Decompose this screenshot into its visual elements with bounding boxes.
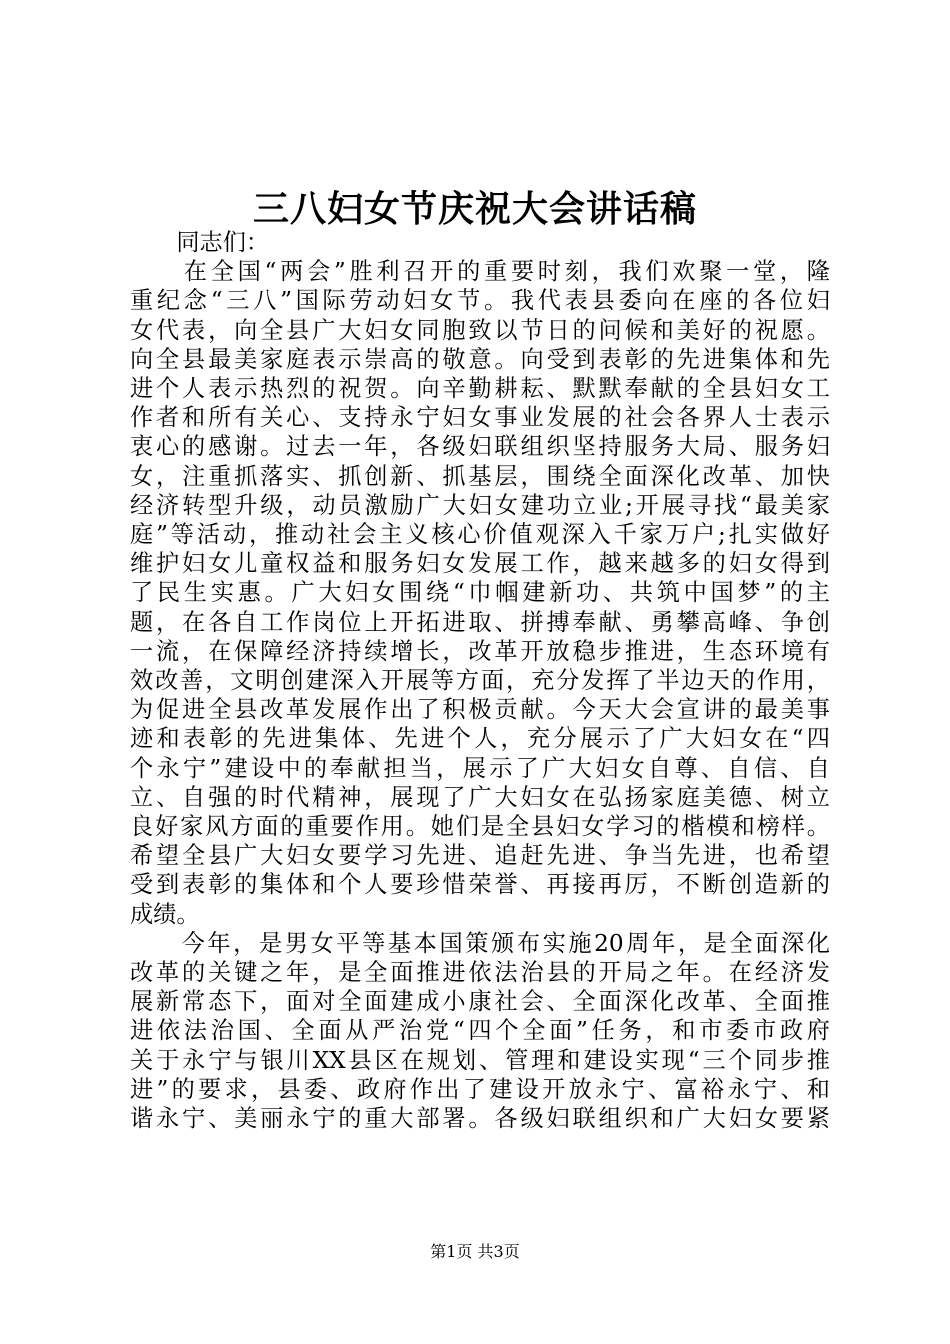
body-line: 迹和表彰的先进集体、先进个人，充分展示了广大妇女在“四: [130, 725, 830, 753]
document-body: [130, 228, 830, 1133]
body-line: 立、自强的时代精神，展现了广大妇女在弘扬家庭美德、树立: [130, 783, 830, 811]
body-line: 女代表，向全县广大妇女同胞致以节日的问候和美好的祝愿。: [130, 316, 830, 344]
body-line: 为促进全县改革发展作出了积极贡献。今天大会宣讲的最美事: [130, 696, 830, 724]
body-line: 向全县最美家庭表示崇高的敬意。向受到表彰的先进集体和先: [130, 345, 830, 373]
body-line: 希望全县广大妇女要学习先进、追赶先进、争当先进，也希望: [130, 842, 830, 870]
body-line: 一流，在保障经济持续增长，改革开放稳步推进，生态环境有: [130, 637, 830, 665]
body-line: 受到表彰的集体和个人要珍惜荣誉、再接再厉，不断创造新的: [130, 871, 830, 899]
body-line: 同志们：: [130, 229, 270, 256]
body-line: 庭”等活动，推动社会主义核心价值观深入千家万户;扎实做好: [130, 521, 830, 549]
body-line: 关于永宁与银川XX县区在规划、管理和建设实现“三个同步推: [130, 1046, 830, 1074]
document-title: 三八妇女节庆祝大会讲话稿: [252, 188, 697, 230]
body-line: 题，在各自工作岗位上开拓进取、拼搏奉献、勇攀高峰、争创: [130, 608, 830, 636]
body-line: 了民生实惠。广大妇女围绕“巾帼建新功、共筑中国梦”的主: [130, 579, 830, 607]
body-line: 重纪念“三八”国际劳动妇女节。我代表县委向在座的各位妇: [130, 287, 830, 315]
body-line: 衷心的感谢。过去一年，各级妇联组织坚持服务大局、服务妇: [130, 433, 830, 461]
body-line: 今年，是男女平等基本国策颁布实施20周年，是全面深化: [130, 929, 830, 957]
body-line: 展新常态下，面对全面建成小康社会、全面深化改革、全面推: [130, 988, 830, 1016]
body-line: 良好家风方面的重要作用。她们是全县妇女学习的楷模和榜样。: [130, 813, 830, 841]
page-footer: 第1页 共3页: [430, 1242, 520, 1261]
body-line: 女，注重抓落实、抓创新、抓基层，围绕全面深化改革、加快: [130, 462, 830, 490]
body-line: 在全国“两会”胜利召开的重要时刻，我们欢聚一堂，隆: [130, 258, 830, 286]
body-line: 改革的关键之年，是全面推进依法治县的开局之年。在经济发: [130, 959, 830, 987]
body-line: 成绩。: [130, 900, 200, 928]
body-line: 进依法治国、全面从严治党“四个全面”任务，和市委市政府: [130, 1017, 830, 1045]
body-line: 作者和所有关心、支持永宁妇女事业发展的社会各界人士表示: [130, 404, 830, 432]
body-line: 维护妇女儿童权益和服务妇女发展工作，越来越多的妇女得到: [130, 550, 830, 578]
body-line: 进”的要求，县委、政府作出了建设开放永宁、富裕永宁、和: [130, 1075, 830, 1103]
body-line: 个永宁”建设中的奉献担当，展示了广大妇女自尊、自信、自: [130, 754, 830, 782]
body-line: 经济转型升级，动员激励广大妇女建功立业;开展寻找“最美家: [130, 491, 830, 519]
body-line: 效改善，文明创建深入开展等方面，充分发挥了半边天的作用，: [130, 667, 830, 695]
body-line: 进个人表示热烈的祝贺。向辛勤耕耘、默默奉献的全县妇女工: [130, 375, 830, 403]
body-line: 谐永宁、美丽永宁的重大部署。各级妇联组织和广大妇女要紧: [130, 1105, 830, 1133]
